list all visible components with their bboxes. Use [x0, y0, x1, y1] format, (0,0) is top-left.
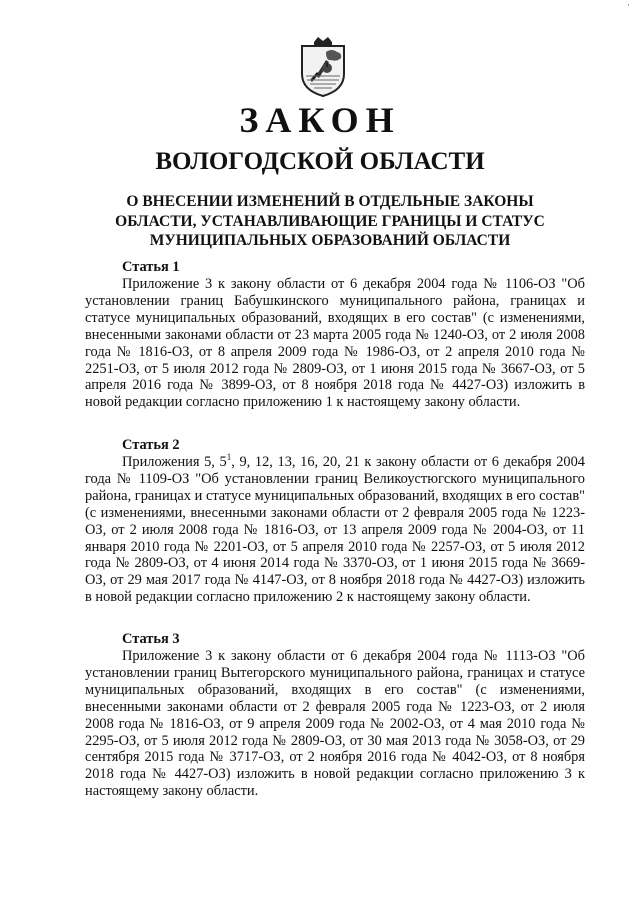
article-2 — [85, 437, 585, 606]
article-body — [85, 454, 585, 606]
article-body-rest: , 9, 12, 13, 16, 20, 21 к закону области от 6 декабря 2004 года № 1109-ОЗ "Об установлении границ Великоустюгского муниципального района, границах и статусе муниципальных образований, входящих в его состав" (с изменениями, внесенными законами области от 2 февраля 2005 года № 1223-ОЗ, от 2 июля 2008 года № 1816-ОЗ, от 13 апреля 2009 года № 2004-ОЗ, от 11 января 2010 года № 2201-ОЗ, от 5 апреля 2010 года № 2257-ОЗ, от 5 июля 2012 года № 2809-ОЗ, от 4 июня 2014 года № 3370-ОЗ, от 1 июня 2015 года № 3669-ОЗ, от 29 мая 2017 года № 4147-ОЗ, от 8 ноября 2018 года № 4427-ОЗ) изложить в новой редакции согласно приложению 2 к настоящему закону области. — [85, 454, 585, 606]
superscript-index: 1 — [226, 452, 232, 463]
article-3 — [85, 631, 585, 800]
article-title: Статья 3 — [122, 631, 180, 647]
law-heading: О ВНЕСЕНИИ ИЗМЕНЕНИЙ В ОТДЕЛЬНЫЕ ЗАКОНЫ ОБЛАСТИ, УСТАНАВЛИВАЮЩИЕ ГРАНИЦЫ И СТАТУС МУНИЦИПАЛЬНЫХ ОБРАЗОВАНИЙ ОБЛАСТИ — [115, 193, 545, 249]
article-1 — [85, 259, 585, 411]
document-type-title: ЗАКОН — [239, 100, 401, 140]
coat-of-arms-icon — [296, 36, 350, 98]
article-title: Статья 2 — [122, 437, 180, 453]
article-title: Статья 1 — [122, 259, 180, 275]
article-body-start: Приложения 5, 5 — [122, 454, 227, 470]
article-body: Приложение 3 к закону области от 6 декабря 2004 года № 1106-ОЗ "Об установлении границ Бабушкинского муниципального района, границах и статусе муниципальных образований, входящих в его состав" (с изменениями, внесенными законами области от 23 марта 2005 года № 1240-ОЗ, от 2 июля 2008 года № 1816-ОЗ, от 8 апреля 2009 года № 1986-ОЗ, от 2 апреля 2010 года № 2251-ОЗ, от 5 июля 2012 года № 2809-ОЗ, от 1 июня 2015 года № 3667-ОЗ, от 5 апреля 2016 года № 3899-ОЗ, от 8 ноября 2018 года № 4427-ОЗ) изложить в новой редакции согласно приложению 1 к настоящему закону области. — [85, 276, 585, 411]
scan-mark: · — [627, 0, 630, 10]
article-body: Приложение 3 к закону области от 6 декабря 2004 года № 1113-ОЗ "Об установлении границ Вытегорского муниципального района, границах и статусе муниципальных образований, входящих в его состав" (с изменениями, внесенными законами области от 2 февраля 2005 года № 1223-ОЗ, от 2 июля 2008 года № 1816-ОЗ, от 9 апреля 2009 года № 2002-ОЗ, от 4 мая 2010 года № 2295-ОЗ, от 5 июля 2012 года № 2809-ОЗ, от 30 мая 2013 года № 3058-ОЗ, от 29 сентября 2015 года № 3717-ОЗ, от 2 ноября 2016 года № 4042-ОЗ, от 8 ноября 2018 года № 4427-ОЗ) изложить в новой редакции согласно приложению 3 к настоящему закону области. — [85, 648, 585, 800]
region-subtitle: ВОЛОГОДСКОЙ ОБЛАСТИ — [155, 148, 485, 175]
